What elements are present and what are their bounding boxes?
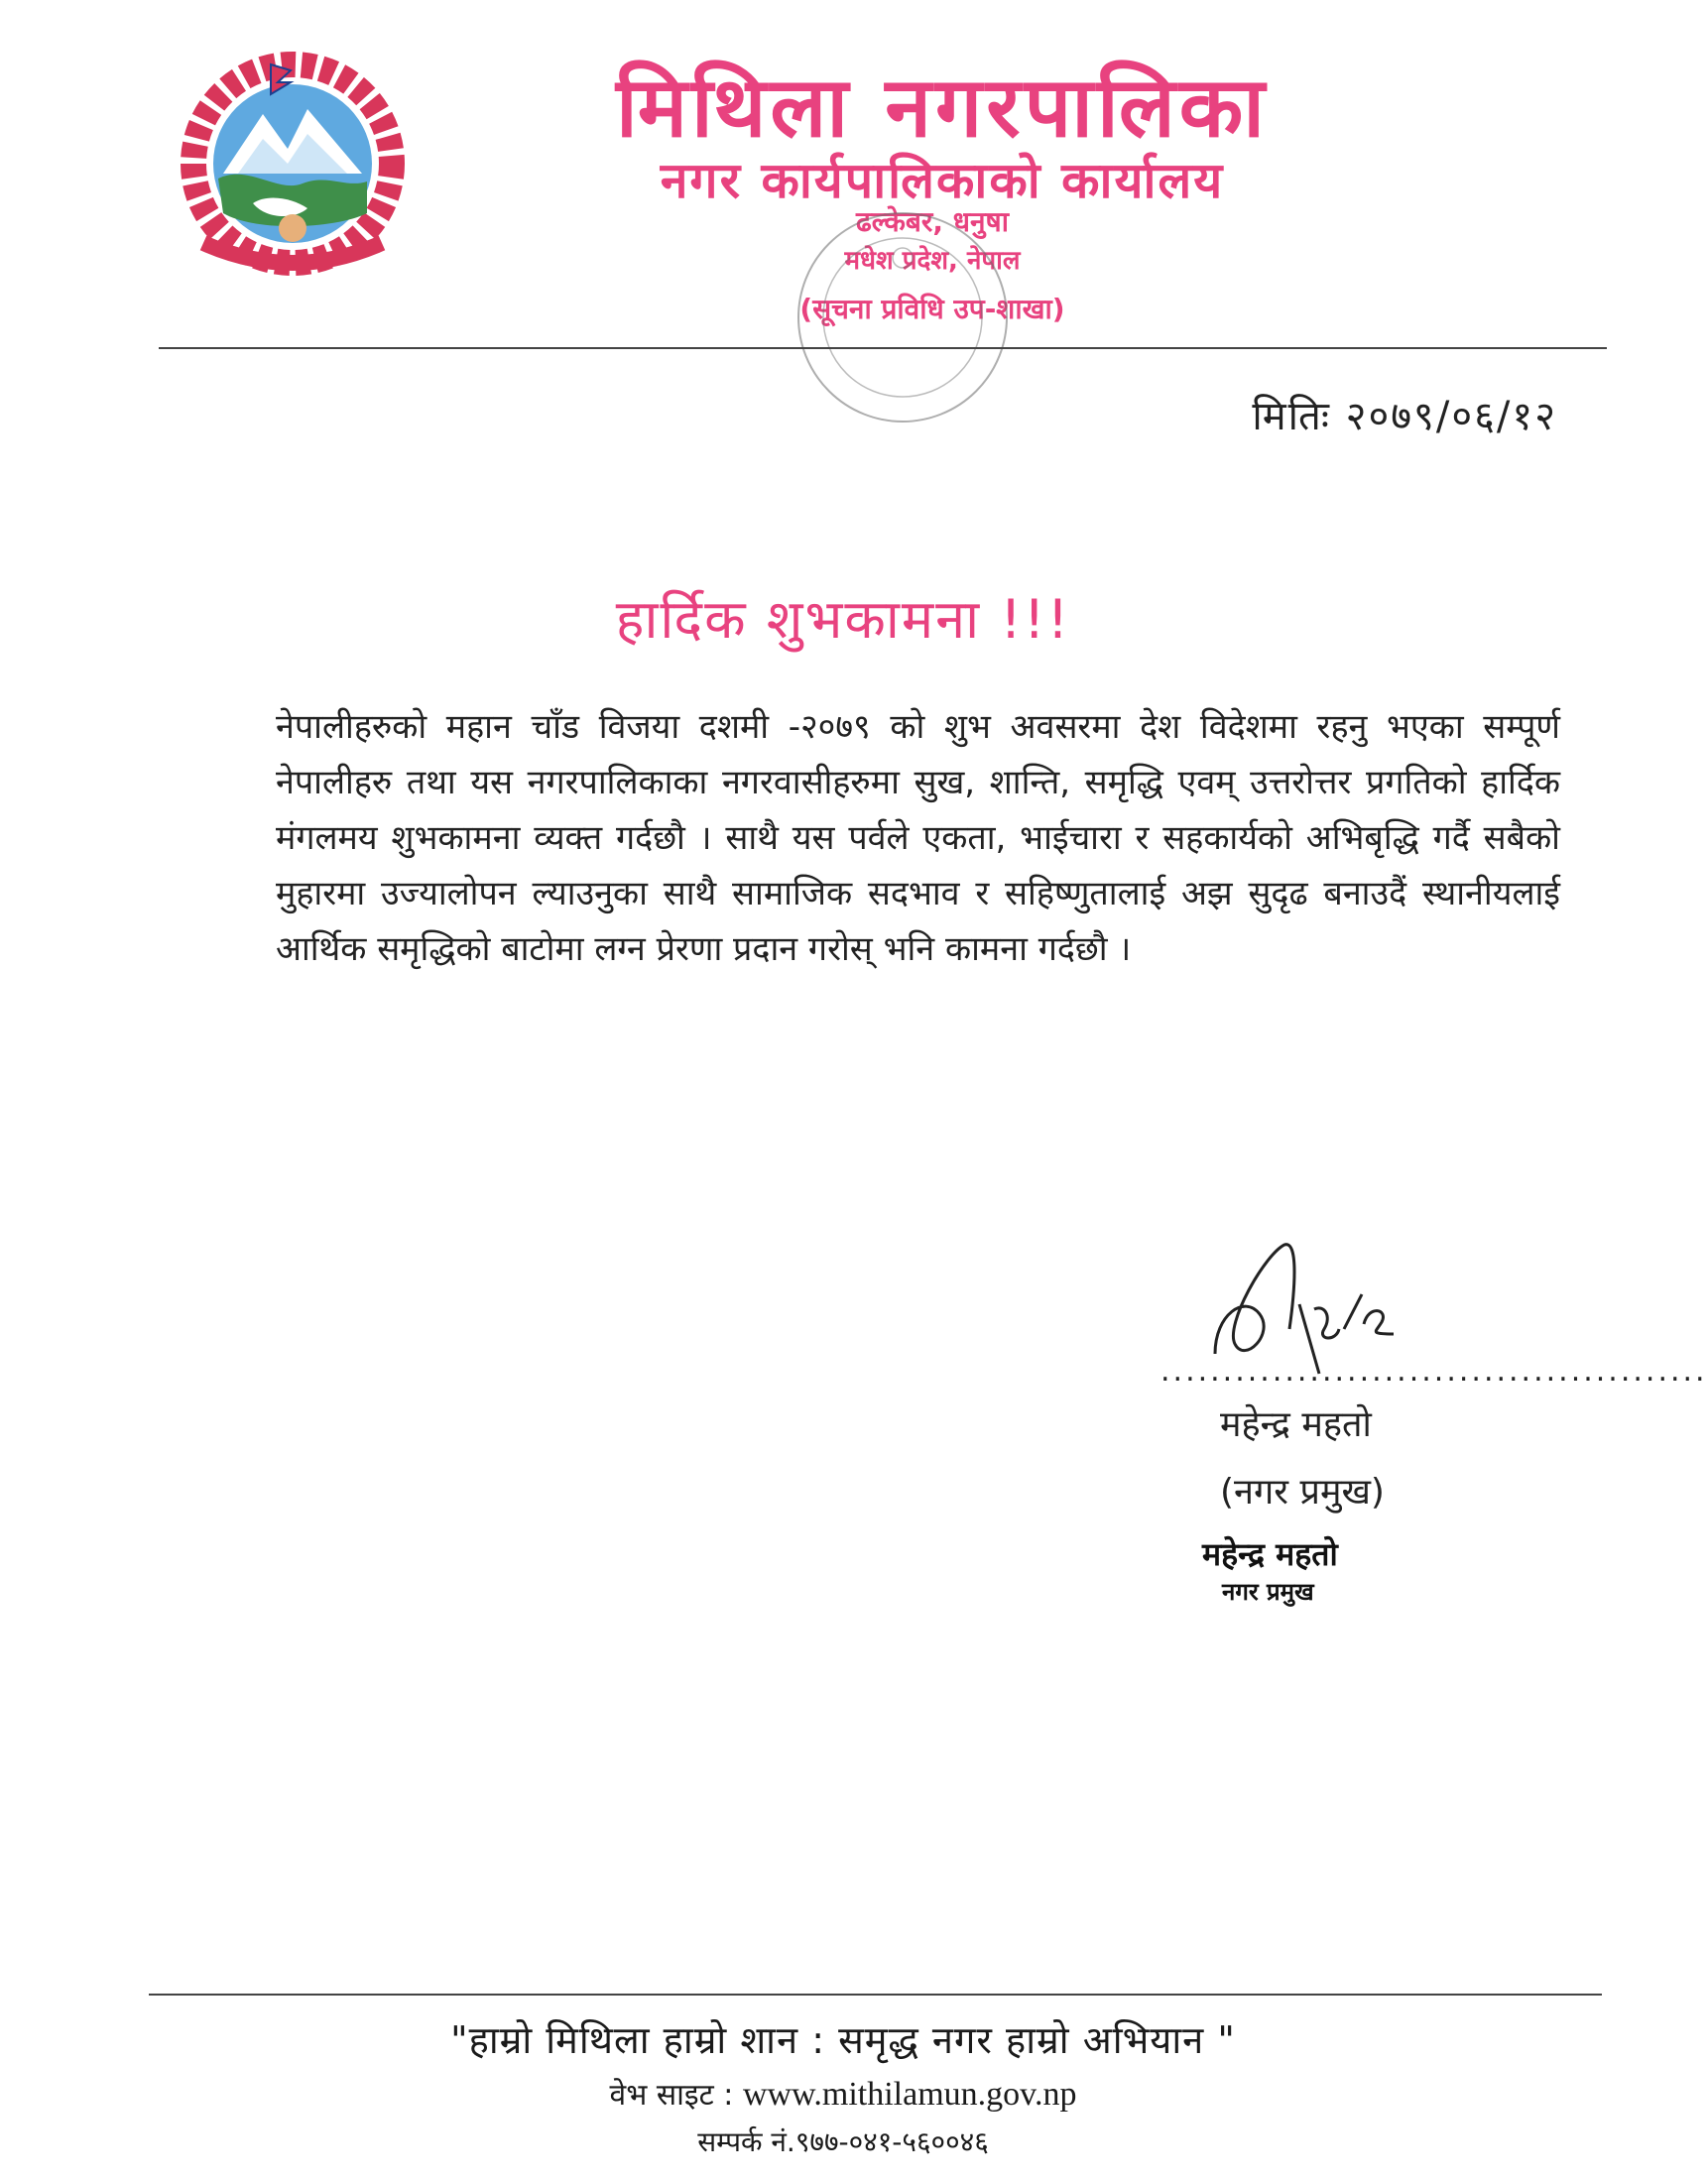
signatory-name: महेन्द्र महतो (1220, 1404, 1372, 1445)
org-title: मिथिला नगरपालिका (615, 59, 1270, 156)
signature-line: ............................................ (1160, 1354, 1708, 1389)
office-round-stamp-icon (754, 198, 1051, 436)
footer-divider (149, 1994, 1602, 1996)
greeting-title: हार्दिक शुभकामना !!! (615, 588, 1071, 651)
nepal-coat-of-arms-icon (169, 55, 417, 283)
footer-slogan: "हाम्रो मिथिला हाम्रो शान : समृद्ध नगर हाम्रो अभियान " (450, 2018, 1236, 2062)
website-label: वेभ साइट : (609, 2078, 734, 2113)
role-stamp: नगर प्रमुख (1222, 1578, 1314, 1606)
branch-label: (सूचना प्रविधि उप-शाखा) (799, 293, 1065, 325)
website-link[interactable]: www.mithilamun.gov.np (742, 2076, 1077, 2113)
name-stamp: महेन्द्र महतो (1202, 1535, 1338, 1573)
letter-date: मितिः २०७९/०६/१२ (1252, 394, 1557, 439)
address-line-2: मधेश प्रदेश, नेपाल (844, 246, 1021, 276)
office-subtitle: नगर कार्यपालिकाको कार्यालय (660, 152, 1225, 209)
footer-contact: सम्पर्क नं.९७७-०४१-५६००४६ (697, 2125, 989, 2158)
address-line-1: ढल्केबर, धनुषा (856, 205, 1009, 238)
footer-website (0, 2073, 1686, 2114)
header-divider (159, 347, 1607, 349)
signatory-role: (नगर प्रमुख) (1220, 1472, 1385, 1513)
greeting-body: नेपालीहरुको महान चाँड विजया दशमी -२०७९ को शुभ अवसरमा देश विदेशमा रहनु भएका सम्पूर्ण नेपालीहरु तथा यस नगरपालिकाका नगरवासीहरुमा सुख, शान्ति, समृद्धि एवम् उत्तरोत्तर प्रगतिको हार्दिक मंगलमय शुभकामना व्यक्त गर्दछौ । साथै यस पर्वले एकता, भाईचारा र सहकार्यको अभिबृद्धि गर्दै सबैको मुहारमा उज्यालोपन ल्याउनुका साथै सामाजिक सदभाव र सहिष्णुतालाई अझ सुदृढ बनाउदैं स्थानीयलाई आर्थिक समृद्धिको बाटोमा लग्न प्रेरणा प्रदान गरोस् भनि कामना गर्दछौ । (276, 707, 1560, 969)
